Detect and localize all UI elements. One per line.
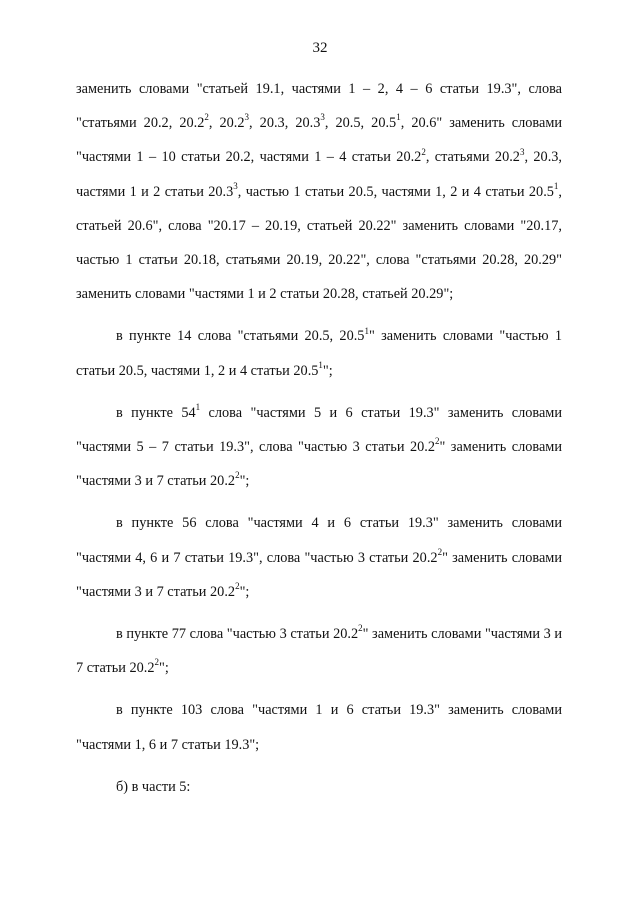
paragraph [76, 693, 562, 761]
superscript-index: 2 [235, 581, 240, 592]
text-run: "; [322, 362, 333, 379]
text-run: , статьей 20.6", слова "20.17 – 20.19, статьей 20.22" заменить словами "20.17, частью 1 статьи 20.18, статьями 20.19, 20.22", слова "статьями 20.28, 20.29" заменить словами "частями 1 и 2 статьи 20.28, статьей 20.29"; [76, 183, 562, 303]
text-run: в пункте 103 слова "частями 1 и 6 статьи 19.3" заменить словами "частями 1, 6 и 7 статьи 19.3"; [76, 702, 562, 753]
text-run: в пункте 77 слова "частью 3 статьи 20.2 [116, 626, 359, 643]
superscript-index: 2 [421, 146, 426, 157]
text-run: "; [239, 473, 250, 490]
superscript-index: 3 [244, 112, 250, 123]
superscript-index: 2 [204, 112, 209, 123]
superscript-index: 1 [195, 402, 201, 413]
superscript-index: 1 [364, 325, 369, 336]
superscript-index: 3 [320, 112, 325, 123]
text-run: , 20.3, 20.3 [249, 115, 321, 132]
text-run: "; [239, 583, 250, 600]
superscript-index: 2 [235, 470, 240, 481]
text-run: заменить словами "статьей 19.1, частями 1 – 2, 4 – 6 статьи 19.3", слова "статьями 20.2, 20.2 [76, 81, 562, 132]
text-run: " заменить словами "частями 3 и 7 статьи 20.2 [76, 439, 562, 490]
superscript-index: 1 [396, 112, 401, 123]
text-run: в пункте 56 слова "частями 4 и 6 статьи 19.3" заменить словами "частями 4, 6 и 7 статьи 19.3", слова "частью 3 статьи 20.2 [76, 515, 562, 566]
text-run: в пункте 14 слова "статьями 20.5, 20.5 [116, 328, 365, 345]
paragraph [76, 506, 562, 609]
paragraph [76, 770, 562, 804]
text-run: "; [158, 660, 169, 677]
superscript-index: 1 [553, 180, 559, 191]
superscript-index: 3 [233, 180, 238, 191]
superscript-index: 1 [318, 359, 323, 370]
page-number: 32 [312, 40, 328, 56]
text-run: в пункте 54 [116, 404, 196, 421]
paragraph [76, 72, 562, 311]
text-run: , частью 1 статьи 20.5, частями 1, 2 и 4 статьи 20.5 [237, 183, 554, 200]
text-run: " заменить словами "частями 3 и 7 статьи 20.2 [76, 626, 563, 677]
superscript-index: 2 [358, 623, 363, 634]
text-run: " заменить словами "частью 1 статьи 20.5, частями 1, 2 и 4 статьи 20.5 [76, 328, 562, 379]
text-run: слова "частями 5 и 6 статьи 19.3" заменить словами "частями 5 – 7 статьи 19.3", слова "частью 3 статьи 20.2 [76, 404, 562, 456]
text-run: , статьями 20.2 [425, 149, 520, 166]
superscript-index: 2 [434, 436, 440, 447]
document-body [76, 72, 562, 804]
text-run: , 20.6" заменить словами "частями 1 – 10 статьи 20.2, частями 1 – 4 статьи 20.2 [76, 115, 563, 166]
superscript-index: 2 [154, 657, 159, 668]
paragraph [76, 617, 562, 685]
text-run: , 20.3, частями 1 и 2 статьи 20.3 [76, 149, 562, 200]
text-run: " заменить словами "частями 3 и 7 статьи 20.2 [76, 549, 562, 600]
text-run: , 20.5, 20.5 [324, 115, 397, 132]
superscript-index: 2 [437, 546, 443, 557]
text-run: б) в части 5: [116, 778, 191, 795]
text-run: , 20.2 [208, 115, 245, 132]
paragraph [76, 396, 562, 499]
superscript-index: 3 [519, 146, 525, 157]
paragraph [76, 319, 562, 387]
